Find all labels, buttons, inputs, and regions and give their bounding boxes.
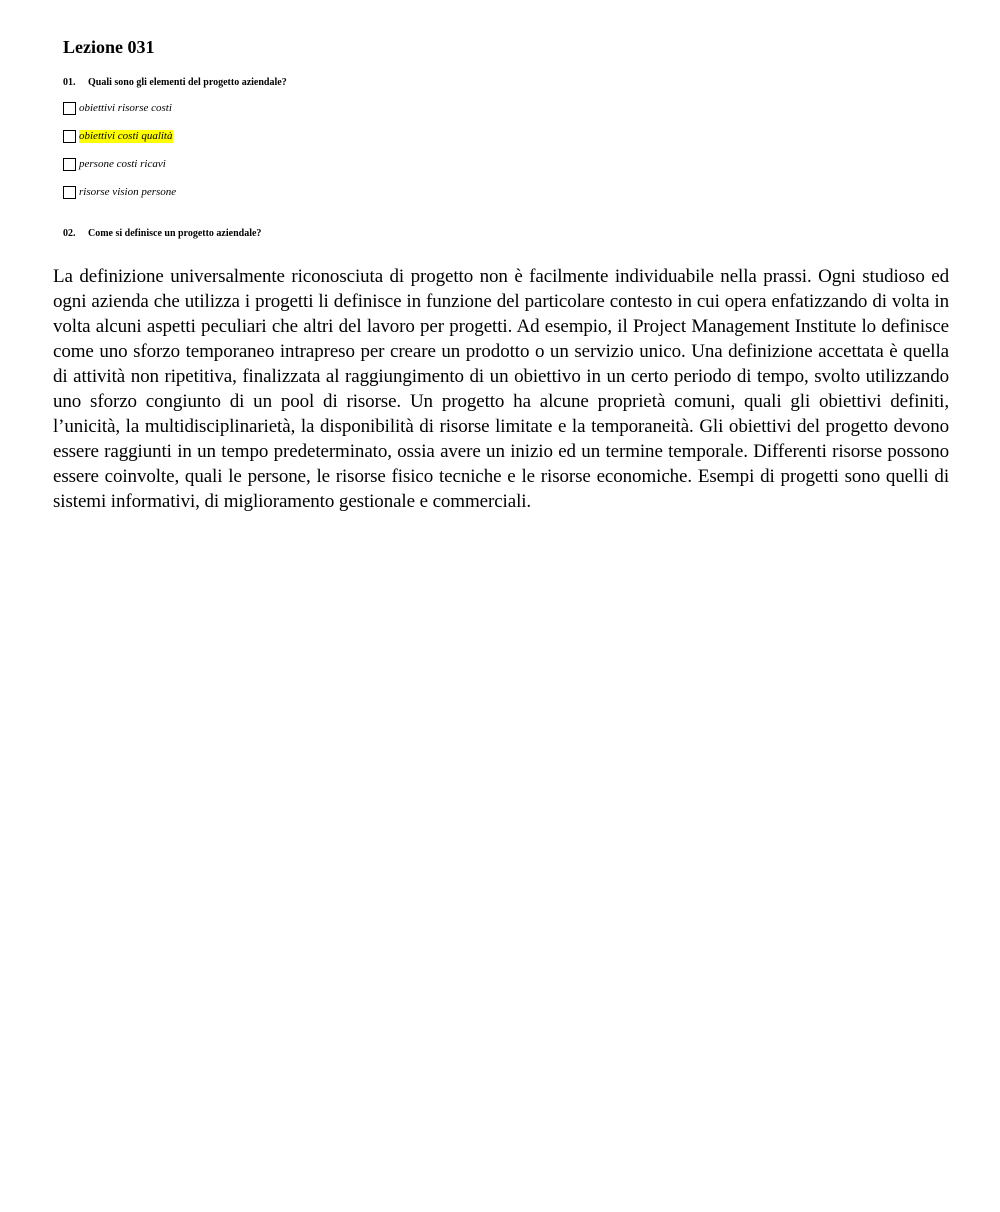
question-2 xyxy=(63,227,261,240)
option-4 xyxy=(63,185,176,199)
question-1-text: Quali sono gli elementi del progetto aziendale? xyxy=(88,77,287,88)
question-1 xyxy=(63,76,287,89)
question-2-answer: La definizione universalmente riconosciuta di progetto non è facilmente individuabile nella prassi. Ogni studioso ed ogni azienda che utilizza i progetti li definisce in funzione del particolare contesto in cui opera enfatizzando di volta in volta alcuni aspetti peculiari che altri del lavoro per progetti. Ad esempio, il Project Management Institute lo definisce come uno sforzo temporaneo intrapreso per creare un prodotto o un servizio unico. Una definizione accettata è quella di attività non ripetitiva, finalizzata al raggiungimento di un obiettivo in un certo periodo di tempo, svolto utilizzando uno sforzo congiunto di un pool di risorse. Un progetto ha alcune proprietà comuni, quali gli obiettivi definiti, l’unicità, la multidisciplinarietà, la disponibilità di risorse limitate e la temporaneità. Gli obiettivi del progetto devono essere raggiunti in un tempo predeterminato, ossia avere un inizio ed un termine temporale. Differenti risorse possono essere coinvolte, quali le persone, le risorse fisico tecniche e le risorse economiche. Esempi di progetti sono quelli di sistemi informativi, di miglioramento gestionale e commerciali. xyxy=(53,266,949,512)
option-2 xyxy=(63,129,176,143)
option-1-checkbox[interactable] xyxy=(63,102,76,115)
option-4-checkbox[interactable] xyxy=(63,186,76,199)
option-3-label: persone costi ricavi xyxy=(79,157,166,170)
option-3-checkbox[interactable] xyxy=(63,158,76,171)
question-2-number: 02. xyxy=(63,228,76,239)
lesson-title: Lezione 031 xyxy=(63,37,155,57)
question-1-number: 01. xyxy=(63,77,76,88)
question-1-options xyxy=(63,101,176,213)
option-2-checkbox[interactable] xyxy=(63,130,76,143)
option-3 xyxy=(63,157,176,171)
option-1 xyxy=(63,101,176,115)
question-2-text: Come si definisce un progetto aziendale? xyxy=(88,228,262,239)
option-4-label: risorse vision persone xyxy=(79,185,177,198)
option-2-label-highlighted: obiettivi costi qualità xyxy=(79,129,173,142)
option-1-label: obiettivi risorse costi xyxy=(79,101,172,114)
